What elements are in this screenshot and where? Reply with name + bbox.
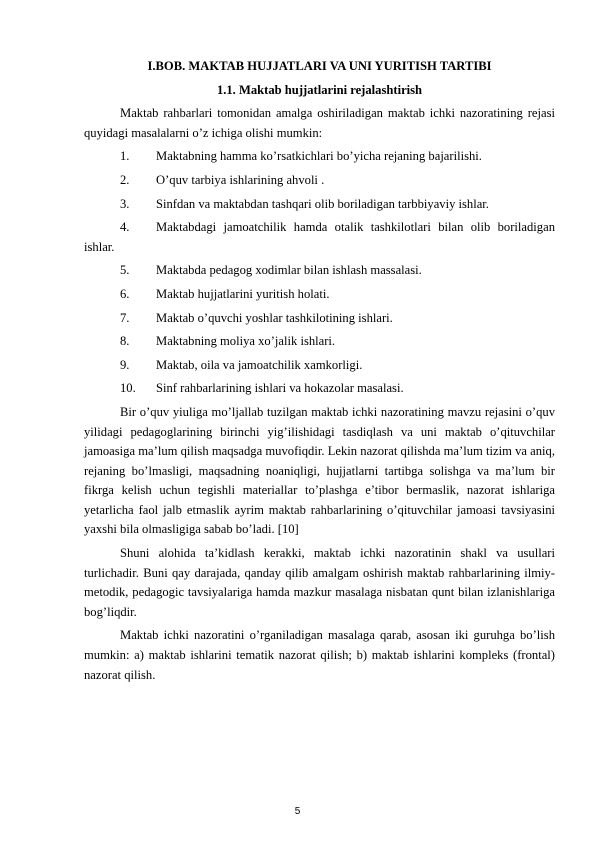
list-item-number: 1.: [120, 149, 130, 164]
list-item-number: 9.: [120, 357, 130, 372]
list-item: [84, 147, 555, 167]
list-item: [84, 379, 555, 399]
list-item: [84, 309, 555, 329]
section-heading: 1.1. Maktab hujjatlarini rejalashtirish: [216, 82, 423, 97]
page-number: 5: [294, 806, 301, 817]
list-item: [84, 218, 555, 257]
list-item-number: 7.: [120, 310, 130, 325]
intro-paragraph: Maktab rahbarlari tomonidan amalga oshiriladigan maktab ichki nazoratining rejasi quyidagi masalalarni o’z ichiga olishi mumkin:: [84, 106, 555, 140]
chapter-heading: I.BOB. MAKTAB HUJJATLARI VA UNI YURITISH TARTIBI: [147, 59, 492, 73]
list-item-text: Maktab o’quvchi yoshlar tashkilotining ishlari.: [156, 310, 393, 325]
list-item-text: Sinf rahbarlarining ishlari va hokazolar masalasi.: [156, 381, 404, 396]
list-item-number: 10.: [120, 381, 136, 396]
list-item-text: Maktabning hamma ko’rsatkichlari bo’yicha rejaning bajarilishi.: [156, 149, 482, 164]
list-item: [84, 332, 555, 352]
list-item-number: 6.: [120, 286, 130, 301]
list-item-number: 2.: [120, 172, 130, 187]
list-item: [84, 195, 555, 215]
list-item-text: Sinfdan va maktabdan tashqari olib boriladigan tarbbiyaviy ishlar.: [156, 196, 489, 211]
list-item-text: Maktab hujjatlarini yuritish holati.: [156, 286, 330, 301]
list-item-number: 5.: [120, 263, 130, 278]
body-paragraph: Bir o’quv yiuliga mo’ljallab tuzilgan maktab ichki nazoratining mavzu rejasini o’quv yilidagi pedagoglarining birinchi yig’ilishidagi tasdiqlash va uni maktab o’qituvchilar jamoasiga ma’lum qilish maqsadga muvofiqdir. Lekin nazorat qilishda ma’lum tizim va aniq, rejaning bo’lmasligi, maqsadning noaniqligi, hujjatlarni tartibga solishga va ma’lum bir fikrga kelish uchun tegishli materiallar to’plashga e’tibor bermaslik, nazorat ishlariga yetarlicha faol jalb etmaslik ayrim maktab rahbarlarining o’qituvchilar jamoasi tavsiyasini yaxshi bila olmasligiga sabab bo’ladi. [10]: [84, 404, 555, 537]
body-paragraph: Maktab ichki nazoratini o’rganiladigan masalaga qarab, asosan iki guruhga bo’lish mumkin: a) maktab ishlarini tematik nazorat qilish; b) maktab ishlarini kompleks (frontal) nazorat qilish.: [84, 628, 555, 682]
list-item-text: O’quv tarbiya ishlarining ahvoli .: [156, 172, 325, 187]
list-item-text: Maktab, oila va jamoatchilik xamkorligi.: [156, 357, 363, 372]
list-item-text: Maktabdagi jamoatchilik hamda otalik tashkilotlari bilan olib boriladigan ishlar.: [84, 220, 555, 254]
list-item: [84, 356, 555, 376]
list-item: [84, 171, 555, 191]
body-paragraph: Shuni alohida ta’kidlash kerakki, maktab ichki nazoratinin shakl va usullari turlichadir. Buni qay darajada, qanday qilib amalgam oshirish maktab rahbarlarining ilmiy-metodik, pedagogic tavsiyalariga hamda mazkur masalaga nisbatan qunt bilan izlanishlariga bog’liqdir.: [84, 546, 555, 619]
list-item-number: 4.: [120, 220, 130, 235]
list-item-number: 8.: [120, 334, 130, 349]
list-item-number: 3.: [120, 196, 130, 211]
control-plan-list: [84, 147, 555, 399]
list-item-text: Maktabda pedagog xodimlar bilan ishlash massalasi.: [156, 263, 422, 278]
list-item: [84, 285, 555, 305]
page-content: [84, 57, 555, 689]
list-item-text: Maktabning moliya xo’jalik ishlari.: [156, 334, 336, 349]
list-item: [84, 261, 555, 281]
